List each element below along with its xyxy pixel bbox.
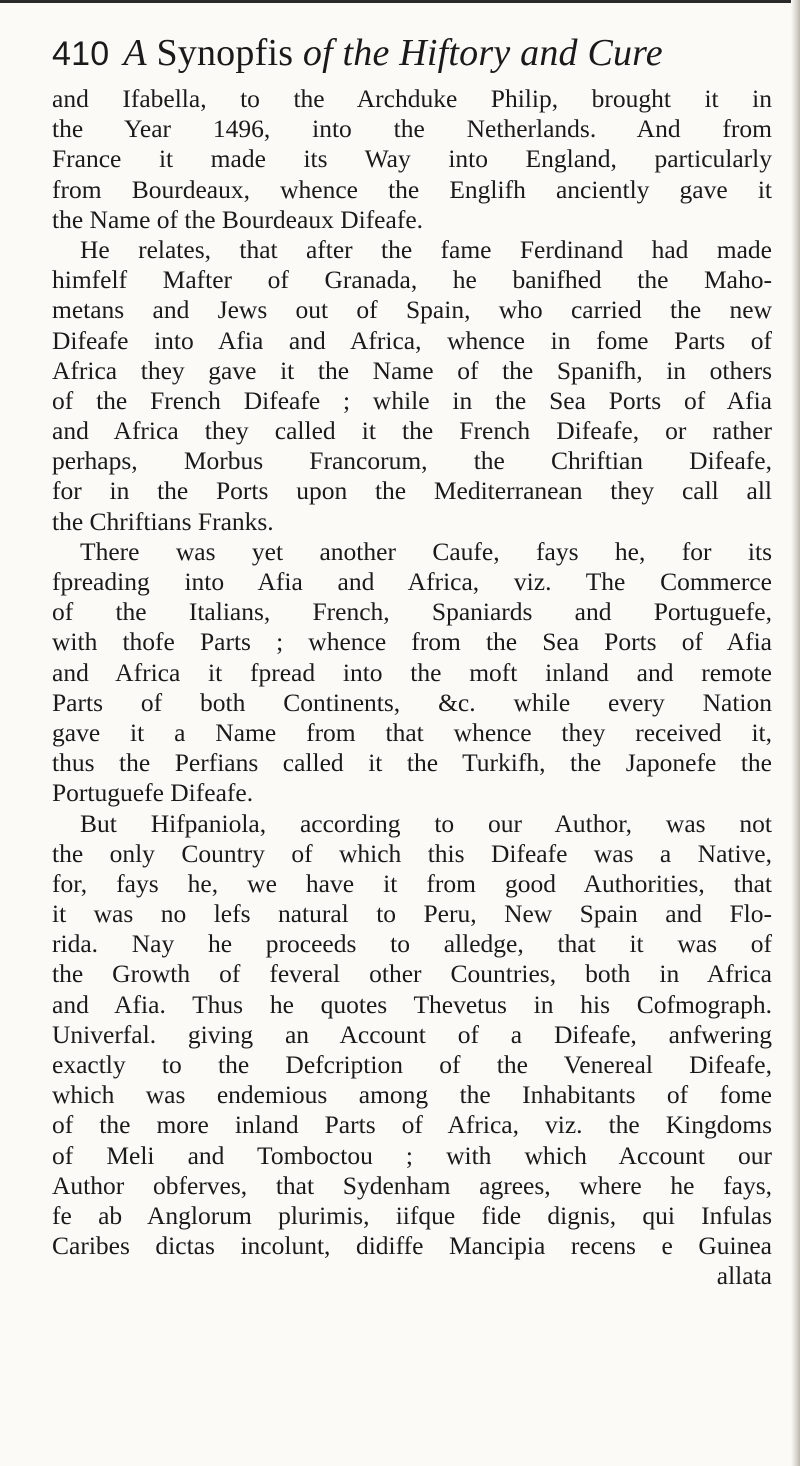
text-line: of the Italians, French, Spaniards and Portuguefe,	[52, 597, 772, 627]
catchword: allata	[716, 1261, 772, 1291]
text-line: Africa they gave it the Name of the Spanifh, in others	[52, 355, 772, 385]
text-line: Univerfal. giving an Account of a Difeafe, anfwering	[52, 1019, 772, 1049]
text-line: France it made its Way into England, particularly	[52, 144, 772, 174]
text-line: He relates, that after the fame Ferdinand had made	[80, 234, 772, 264]
text-line: the Name of the Bourdeaux Difeafe.	[52, 204, 424, 234]
text-line: and Afia. Thus he quotes Thevetus in his Cofmograph.	[52, 989, 772, 1019]
text-line: fpreading into Afia and Africa, viz. The Commerce	[52, 567, 772, 596]
text-line: But Hifpaniola, according to our Author, was not	[80, 808, 772, 838]
text-line: of Meli and Tomboctou ; with which Account our	[52, 1140, 772, 1170]
text-line: for in the Ports upon the Mediterranean they call all	[52, 476, 772, 506]
header-title-rest: of the Hiftory and Cure	[302, 32, 663, 74]
text-line: gave it a Name from that whence they received it,	[52, 717, 772, 747]
text-line: for, fays he, we have it from good Authorities, that	[52, 868, 772, 898]
text-line: from Bourdeaux, whence the Englifh anciently gave it	[52, 174, 772, 204]
text-line: of the French Difeafe ; while in the Sea Ports of Afia	[52, 385, 772, 415]
text-line: which was endemious among the Inhabitants of fome	[52, 1080, 772, 1110]
text-line: fe ab Anglorum plurimis, iifque fide dignis, qui Infulas	[52, 1200, 772, 1230]
running-header	[52, 30, 772, 76]
text-line: There was yet another Caufe, fays he, for its	[80, 536, 772, 566]
text-line: and Africa it fpread into the moft inland and remote	[52, 657, 772, 687]
text-line: thus the Perfians called it the Turkifh, the Japonefe the	[52, 748, 772, 778]
text-line: Caribes dictas incolunt, didiffe Mancipia recens e Guinea	[52, 1231, 772, 1261]
text-line: of the more inland Parts of Africa, viz. the Kingdoms	[52, 1110, 772, 1140]
text-line: it was no lefs natural to Peru, New Spain and Flo-	[52, 899, 772, 929]
text-line: the only Country of which this Difeafe was a Native,	[52, 838, 772, 868]
text-line: the Year 1496, into the Netherlands. And from	[52, 114, 772, 144]
text-line: rida. Nay he proceeds to alledge, that it was of	[52, 929, 772, 959]
text-line: with thofe Parts ; whence from the Sea Ports of Afia	[52, 627, 772, 657]
text-line: the Growth of feveral other Countries, both in Africa	[52, 959, 772, 989]
text-line: metans and Jews out of Spain, who carried the new	[52, 295, 772, 325]
body-text	[52, 84, 772, 1292]
text-line: Parts of both Continents, &c. while every Nation	[52, 687, 772, 717]
text-line: Portuguefe Difeafe.	[52, 778, 254, 808]
top-rule	[0, 0, 800, 3]
page-number: 410	[52, 35, 110, 73]
header-article: A	[123, 32, 147, 74]
header-word-synopsis: Synopfis	[146, 32, 303, 74]
text-line: himfelf Mafter of Granada, he banifhed the Maho-	[52, 265, 772, 295]
text-line: and Ifabella, to the Archduke Philip, brought it in	[52, 84, 772, 113]
text-line: and Africa they called it the French Difeafe, or rather	[52, 416, 772, 446]
text-line: perhaps, Morbus Francorum, the Chriftian Difeafe,	[52, 446, 772, 476]
text-line: Author obferves, that Sydenham agrees, where he fays,	[52, 1170, 772, 1200]
page-edge-shadow	[791, 0, 800, 1466]
text-line: exactly to the Defcription of the Venereal Difeafe,	[52, 1050, 772, 1079]
text-line: the Chriftians Franks.	[52, 506, 274, 536]
text-line: Difeafe into Afia and Africa, whence in fome Parts of	[52, 325, 772, 355]
